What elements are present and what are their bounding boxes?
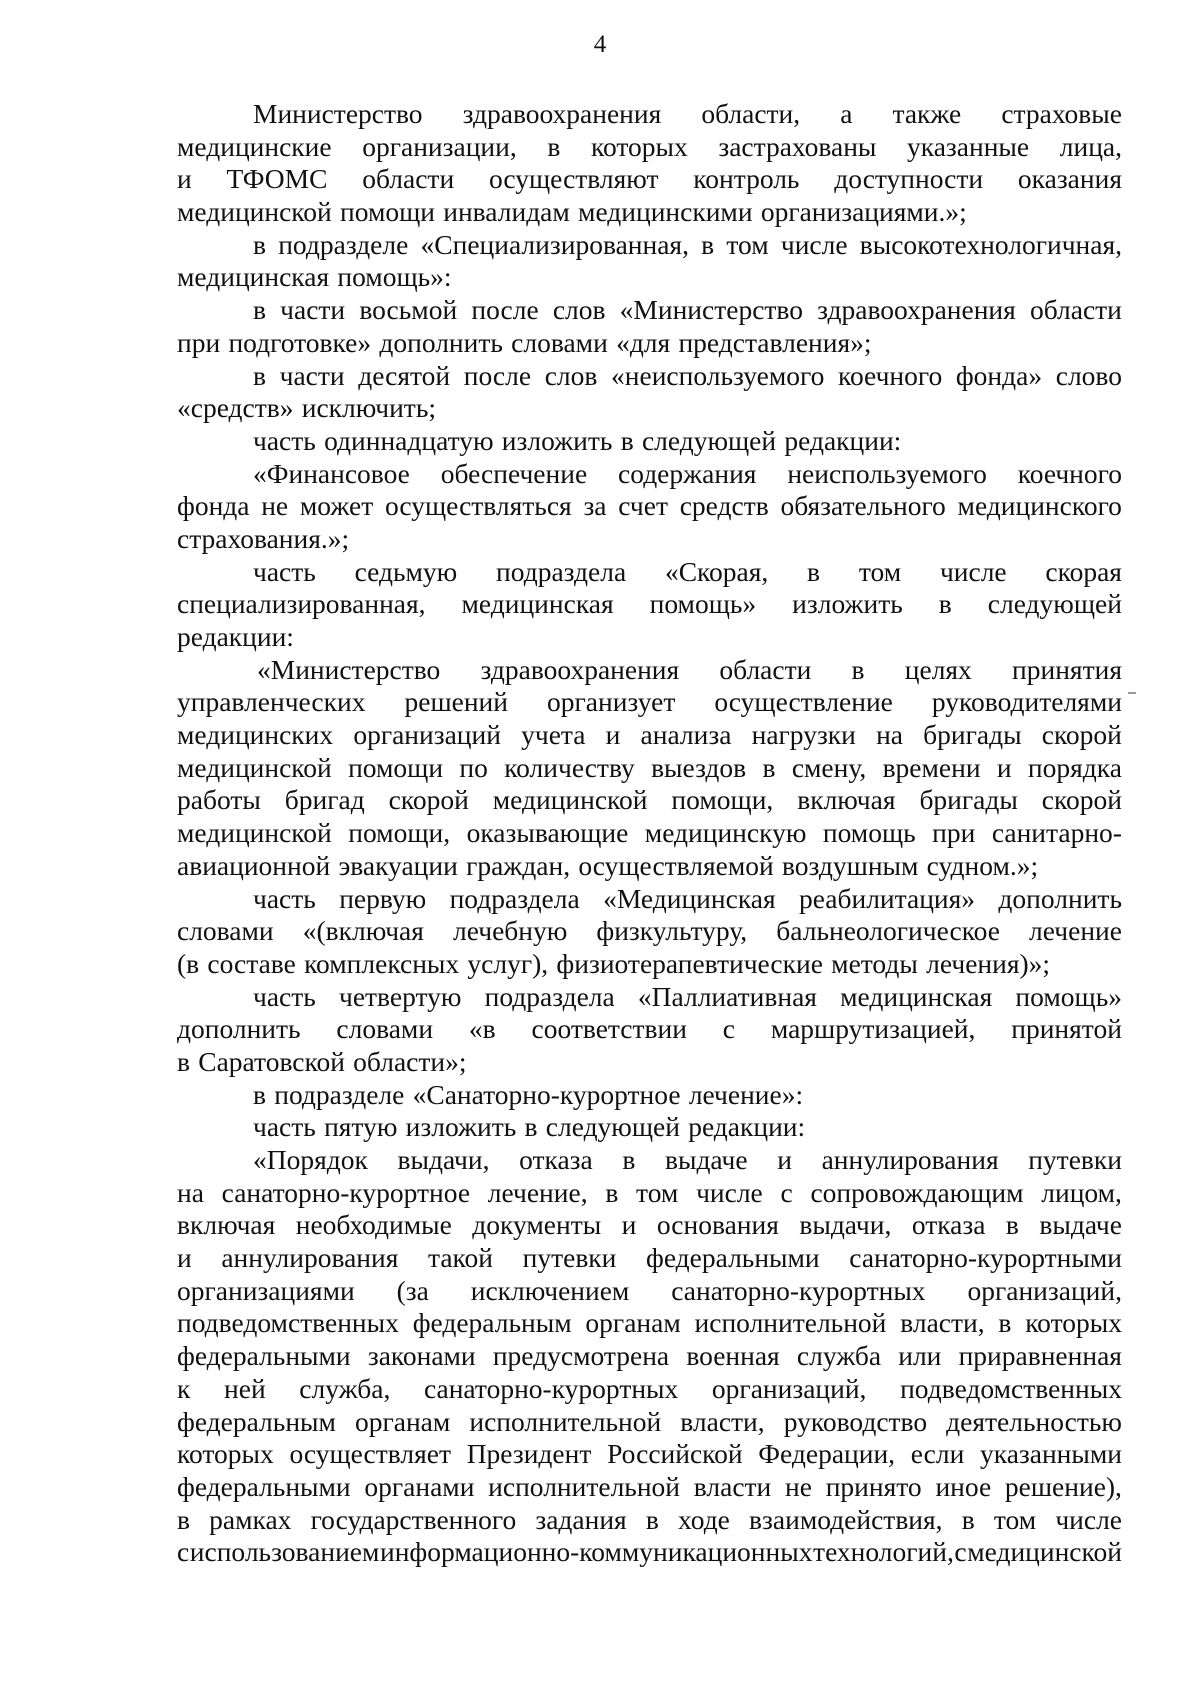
text-line: медицинской помощи инвалидам медицинскими организациями.»; [177, 196, 967, 228]
text-line: управленческих решений организует осуществление руководителями [177, 686, 1122, 718]
text-line: медицинская помощь»: [177, 261, 452, 293]
text-line: подведомственных федеральным органам исполнительной власти, в которых [177, 1307, 1122, 1339]
text-line: в подразделе «Санаторно-курортное лечение»: [253, 1078, 804, 1110]
text-line: специализированная, медицинская помощь» изложить в следующей [177, 588, 1122, 620]
text-line: при подготовке» дополнить словами «для представления»; [177, 326, 872, 358]
text-line: редакции: [177, 621, 294, 652]
scan-margin-mark [1128, 692, 1136, 694]
document-body-text [177, 98, 1122, 1569]
text-line: часть первую подраздела «Медицинская реабилитация» дополнить [253, 882, 1122, 914]
text-line: и ТФОМС области осуществляют контроль доступности оказания [177, 163, 1122, 195]
text-line: в рамках государственного задания в ходе взаимодействия, в том числе [177, 1503, 1122, 1535]
text-line: включая необходимые документы и основания выдачи, отказа в выдаче [177, 1209, 1122, 1241]
text-line: в подразделе «Специализированная, в том числе высокотехнологичная, [253, 228, 1122, 260]
text-line: федеральными законами предусмотрена военная служба или приравненная [177, 1340, 1122, 1372]
text-line: в Саратовской области»; [177, 1045, 467, 1077]
text-line: и аннулирования такой путевки федеральными санаторно-курортными [177, 1242, 1122, 1274]
text-line: авиационной эвакуации граждан, осуществляемой воздушным судном.»; [177, 849, 1039, 881]
text-line: часть одиннадцатую изложить в следующей редакции: [253, 424, 902, 456]
text-line: словами «(включая лечебную физкультуру, бальнеологическое лечение [177, 915, 1122, 947]
text-line: страхования.»; [177, 522, 350, 554]
text-line: федеральным органам исполнительной власти, руководство деятельностью [177, 1405, 1122, 1437]
text-line: «Финансовое обеспечение содержания неиспользуемого коечного [253, 457, 1122, 489]
text-line: «Министерство здравоохранения области в целях принятия [257, 653, 1122, 685]
text-line: медицинской помощи, оказывающие медицинскую помощь при санитарно- [177, 817, 1122, 849]
text-line: медицинской помощи по количеству выездов в смену, времени и порядка [177, 751, 1122, 783]
text-line: «Порядок выдачи, отказа в выдаче и аннулирования путевки [253, 1144, 1122, 1175]
text-line: в части восьмой после слов «Министерство здравоохранения области [253, 294, 1122, 326]
text-line: часть четвертую подраздела «Паллиативная медицинская помощь» [253, 980, 1122, 1012]
text-line: к ней служба, санаторно-курортных организаций, подведомственных [177, 1372, 1122, 1404]
text-line: которых осуществляет Президент Российской Федерации, если указанными [177, 1438, 1122, 1470]
text-line: медицинские организации, в которых застрахованы указанные лица, [177, 130, 1122, 162]
text-line: работы бригад скорой медицинской помощи, включая бригады скорой [177, 784, 1122, 816]
text-line: федеральными органами исполнительной власти не принято иное решение), [177, 1470, 1122, 1502]
text-line: «средств» исключить; [177, 392, 437, 424]
text-line: медицинских организаций учета и анализа нагрузки на бригады скорой [177, 719, 1122, 751]
text-line: организациями (за исключением санаторно-курортных организаций, [177, 1274, 1122, 1306]
text-line: дополнить словами «в соответствии с маршрутизацией, принятой [177, 1013, 1122, 1045]
text-line: фонда не может осуществляться за счет средств обязательного медицинского [177, 490, 1122, 522]
text-line: в части десятой после слов «неиспользуемого коечного фонда» слово [253, 359, 1122, 391]
text-line: часть пятую изложить в следующей редакции: [253, 1111, 806, 1143]
text-line: Министерство здравоохранения области, а также страховые [253, 98, 1122, 129]
text-line: часть седьмую подраздела «Скорая, в том числе скорая [253, 555, 1122, 587]
text-line: на санаторно-курортное лечение, в том числе с сопровождающим лицом, [177, 1176, 1122, 1208]
text-line: с использованием информационно-коммуникационных технологий, с медицинской [177, 1536, 1122, 1568]
text-line: (в составе комплексных услуг), физиотерапевтические методы лечения)»; [177, 947, 1051, 979]
page-number: 4 [593, 31, 607, 58]
